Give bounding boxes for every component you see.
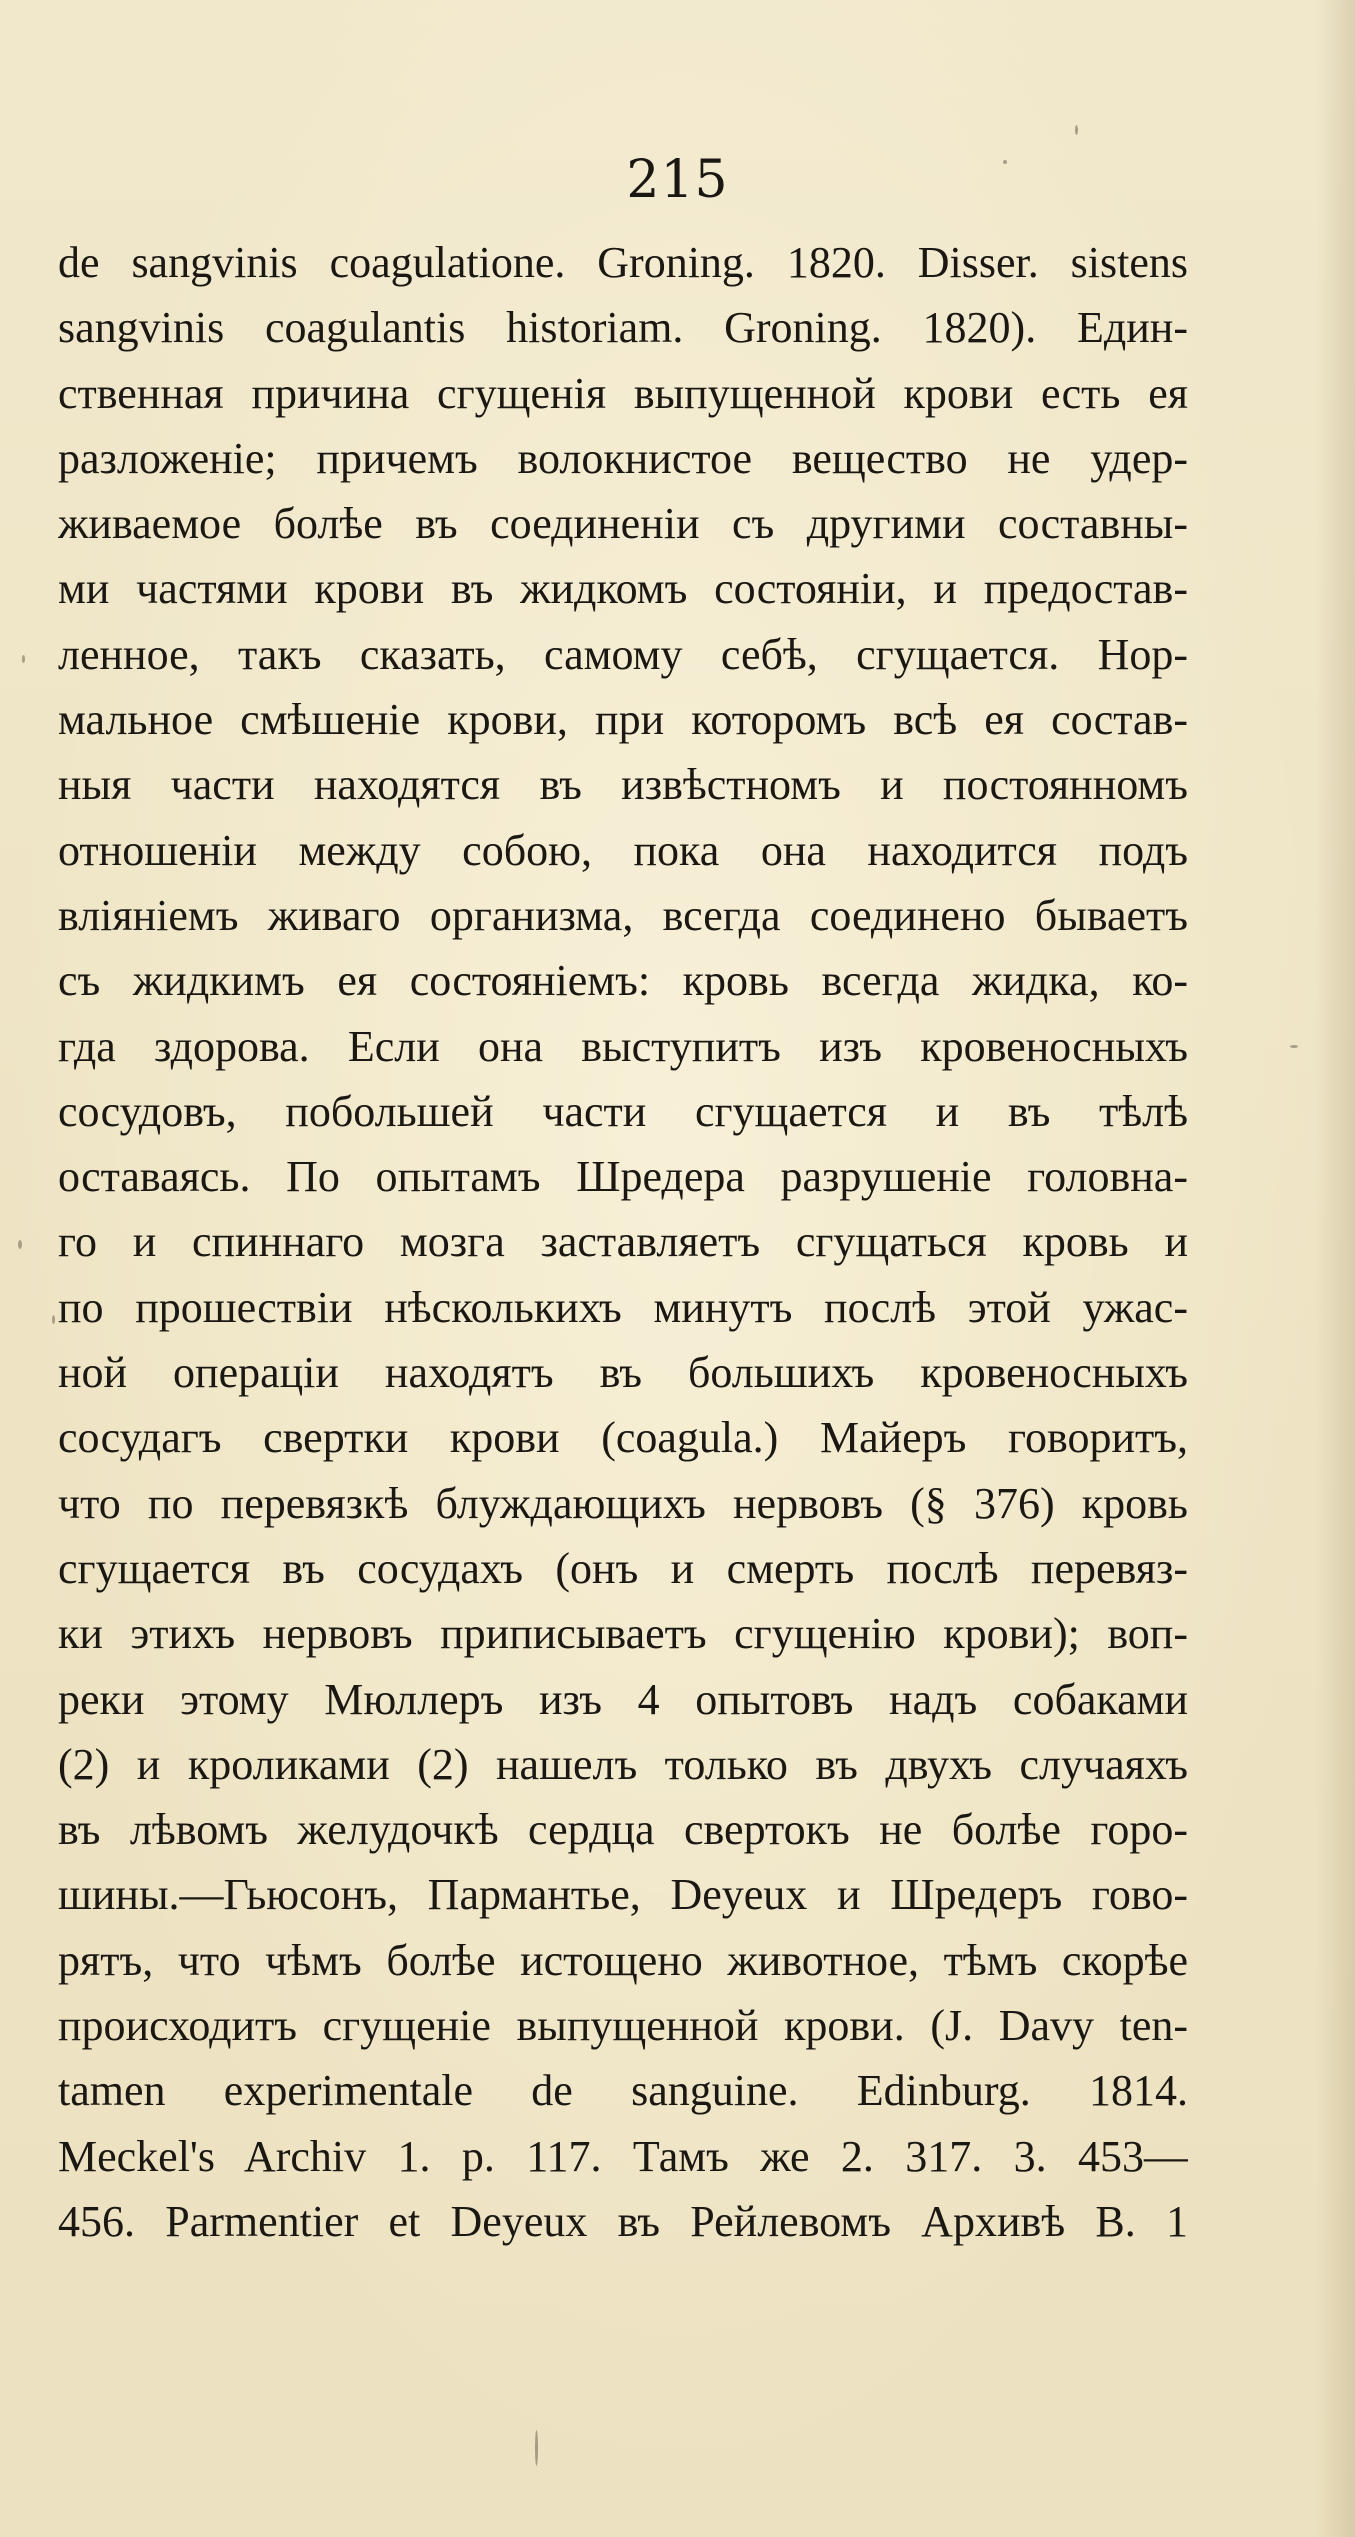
text-line-10: отношеніи между собою, пока она находится подъ: [58, 825, 1188, 875]
text-line-12: съ жидкимъ ея состояніемъ: кровь всегда жидка, ко-: [58, 956, 1188, 1006]
text-line-16: го и спиннаго мозга заставляетъ сгущаться кровь и: [58, 1217, 1188, 1267]
text-line-25: въ лѣвомъ желудочкѣ сердца свертокъ не болѣе горо-: [58, 1805, 1188, 1855]
text-line-24: (2) и кроликами (2) нашелъ только въ двухъ случаяхъ: [58, 1739, 1188, 1789]
text-line-14: сосудовъ, побольшей части сгущается и въ тѣлѣ: [58, 1086, 1188, 1136]
paper-speck: [1003, 160, 1007, 164]
text-line-4: разложеніе; причемъ волокнистое вещество не удер-: [58, 433, 1188, 483]
paper-speck: [1075, 125, 1078, 135]
text-line-21: сгущается въ сосудахъ (онъ и смерть послѣ перевяз-: [58, 1543, 1188, 1593]
text-line-13: гда здорова. Если она выступитъ изъ кровеносныхъ: [58, 1021, 1188, 1071]
text-line-23: реки этому Мюллеръ изъ 4 опытовъ надъ собаками: [58, 1674, 1188, 1724]
paper-speck: [22, 655, 25, 663]
text-line-26: шины.—Гьюсонъ, Пармантье, Deyeux и Шредеръ гово-: [58, 1870, 1188, 1920]
text-line-2: sangvinis coagulantis historiam. Groning. 1820). Един-: [58, 303, 1188, 353]
text-line-8: мальное смѣшеніе крови, при которомъ всѣ ея состав-: [58, 695, 1188, 745]
text-line-31: 456. Parmentier et Deyeux въ Рейлевомъ Архивѣ B. 1: [58, 2196, 1188, 2246]
page-number: 215: [626, 150, 729, 210]
text-line-29: tamen experimentale de sanguine. Edinburg. 1814.: [58, 2066, 1188, 2116]
text-line-9: ныя части находятся въ извѣстномъ и постоянномъ: [58, 760, 1188, 810]
page-edge-shadow: [1315, 0, 1355, 2537]
text-line-27: рятъ, что чѣмъ болѣе истощено животное, тѣмъ скорѣе: [58, 1935, 1188, 1985]
text-line-3: ственная причина сгущенія выпущенной крови есть ея: [58, 368, 1188, 418]
text-line-20: что по перевязкѣ блуждающихъ нервовъ (§ 376) кровь: [58, 1478, 1188, 1528]
text-line-19: сосудагъ свертки крови (coagula.) Майеръ говоритъ,: [58, 1413, 1188, 1463]
paper-speck: [18, 1240, 22, 1249]
text-line-28: происходитъ сгущеніе выпущенной крови. (J. Davy ten-: [58, 2001, 1188, 2051]
body-text: [58, 230, 1188, 2254]
text-line-18: ной операціи находятъ въ большихъ кровеносныхъ: [58, 1348, 1188, 1398]
text-line-1: de sangvinis coagulatione. Groning. 1820. Disser. sistens: [58, 238, 1188, 287]
text-line-7: ленное, такъ сказать, самому себѣ, сгущается. Нор-: [58, 629, 1188, 679]
text-line-30: Meckel's Archiv 1. p. 117. Тамъ же 2. 317. 3. 453—: [58, 2131, 1188, 2181]
text-line-22: ки этихъ нервовъ приписываетъ сгущенію крови); воп-: [58, 1609, 1188, 1659]
paper-speck: [535, 2430, 538, 2466]
text-line-11: вліяніемъ живаго организма, всегда соединено бываетъ: [58, 890, 1188, 940]
text-line-15: оставаясь. По опытамъ Шредера разрушеніе головна-: [58, 1152, 1188, 1202]
text-line-5: живаемое болѣе въ соединеніи съ другими составны-: [58, 499, 1188, 549]
text-line-6: ми частями крови въ жидкомъ состояніи, и предостав-: [58, 564, 1188, 614]
paper-speck: [52, 1315, 55, 1324]
paper-speck: [1290, 1045, 1298, 1048]
text-line-17: по прошествіи нѣсколькихъ минутъ послѣ этой ужас-: [58, 1282, 1188, 1332]
